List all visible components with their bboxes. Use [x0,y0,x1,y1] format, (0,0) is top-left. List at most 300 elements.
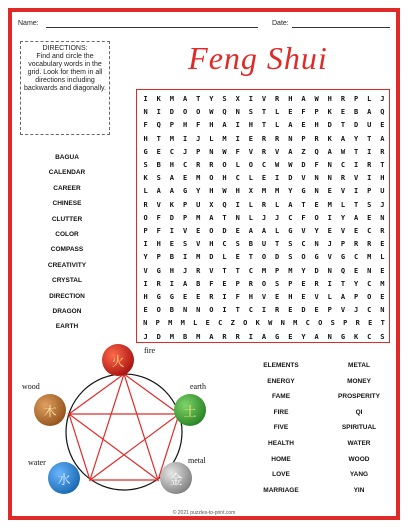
grid-letter[interactable]: N [288,134,293,143]
grid-letter[interactable]: E [222,279,227,288]
grid-letter[interactable]: E [380,240,385,249]
grid-letter[interactable]: R [380,147,385,156]
grid-letter[interactable]: E [327,187,332,196]
grid-letter[interactable]: A [209,332,214,341]
grid-letter[interactable]: L [327,293,332,301]
grid-letter[interactable]: I [235,121,240,130]
grid-letter[interactable]: M [169,332,174,341]
grid-letter[interactable]: G [314,253,319,262]
grid-letter[interactable]: U [380,187,385,196]
grid-letter[interactable]: W [275,161,280,169]
grid-letter[interactable]: T [222,266,227,275]
grid-letter[interactable]: J [143,332,148,341]
grid-letter[interactable]: V [261,95,267,103]
grid-letter[interactable]: C [367,227,372,235]
grid-letter[interactable]: K [353,332,359,341]
grid-letter[interactable]: O [143,213,148,222]
grid-letter[interactable]: C [235,174,240,183]
grid-letter[interactable]: E [288,332,293,341]
grid-letter[interactable]: N [314,187,319,196]
grid-letter[interactable]: F [301,213,306,222]
grid-letter[interactable]: G [288,227,293,235]
grid-letter[interactable]: R [275,134,280,143]
grid-letter[interactable]: H [222,174,227,183]
grid-letter[interactable]: A [182,279,188,288]
grid-letter[interactable]: T [235,266,240,275]
grid-letter[interactable]: R [380,227,385,235]
grid-letter[interactable]: O [318,319,323,328]
grid-letter[interactable]: N [182,306,188,315]
grid-letter[interactable]: T [380,161,385,169]
grid-letter[interactable]: F [301,108,306,117]
grid-letter[interactable]: F [156,213,161,222]
grid-letter[interactable]: S [235,240,240,249]
grid-letter[interactable]: A [156,187,161,196]
grid-letter[interactable]: N [280,319,285,328]
grid-letter[interactable]: E [288,108,293,117]
grid-letter[interactable]: Q [314,147,319,156]
grid-letter[interactable]: I [143,240,148,249]
grid-letter[interactable]: N [327,332,332,341]
grid-letter[interactable]: R [196,266,201,275]
grid-letter[interactable]: H [327,95,332,103]
grid-letter[interactable]: E [301,293,306,301]
grid-letter[interactable]: A [222,121,227,130]
grid-letter[interactable]: V [261,293,267,301]
grid-letter[interactable]: A [288,121,293,130]
grid-letter[interactable]: H [288,95,293,103]
grid-letter[interactable]: Q [222,200,227,209]
grid-letter[interactable]: A [367,108,372,117]
grid-letter[interactable]: P [343,319,348,328]
grid-letter[interactable]: G [143,147,148,156]
grid-letter[interactable]: G [340,253,346,262]
grid-letter[interactable]: P [143,227,148,235]
grid-letter[interactable]: D [301,306,306,315]
grid-letter[interactable]: O [248,161,253,169]
grid-letter[interactable]: U [261,240,267,249]
grid-letter[interactable]: N [143,319,148,328]
grid-letter[interactable]: A [340,293,346,301]
grid-letter[interactable]: P [196,147,201,156]
grid-letter[interactable]: E [340,108,346,117]
grid-letter[interactable]: V [156,200,161,209]
grid-letter[interactable]: I [235,134,240,143]
grid-letter[interactable]: A [209,213,214,222]
grid-letter[interactable]: R [196,161,201,169]
grid-letter[interactable]: O [261,253,267,262]
grid-letter[interactable]: D [327,121,332,130]
grid-letter[interactable]: Z [301,147,306,156]
date-field[interactable] [292,27,390,28]
grid-letter[interactable]: E [327,227,332,235]
grid-letter[interactable]: H [248,121,253,130]
grid-letter[interactable]: E [248,134,253,143]
grid-letter[interactable]: L [275,121,280,130]
grid-letter[interactable]: O [209,227,214,235]
grid-letter[interactable]: H [209,187,214,196]
grid-letter[interactable]: T [196,95,201,103]
grid-letter[interactable]: O [182,108,188,117]
grid-letter[interactable]: B [353,108,359,117]
grid-letter[interactable]: P [182,200,188,209]
grid-letter[interactable]: G [169,293,174,301]
grid-letter[interactable]: E [169,240,174,249]
grid-letter[interactable]: V [340,187,346,196]
grid-letter[interactable]: M [293,319,298,328]
grid-letter[interactable]: T [261,108,267,117]
grid-letter[interactable]: P [327,306,332,315]
grid-letter[interactable]: S [288,240,293,249]
grid-letter[interactable]: P [367,187,372,196]
grid-letter[interactable]: E [367,213,372,222]
grid-letter[interactable]: H [248,293,253,301]
grid-letter[interactable]: R [143,200,148,209]
grid-letter[interactable]: E [314,200,319,209]
grid-letter[interactable]: P [156,253,161,262]
grid-letter[interactable]: Q [222,108,227,117]
grid-letter[interactable]: A [301,95,306,103]
grid-letter[interactable]: C [261,161,267,169]
grid-letter[interactable]: E [301,279,306,288]
grid-letter[interactable]: I [169,227,174,235]
grid-letter[interactable]: Y [301,332,306,341]
grid-letter[interactable]: H [143,293,148,301]
grid-letter[interactable]: S [248,108,253,117]
grid-letter[interactable]: C [340,161,346,169]
grid-letter[interactable]: W [222,187,227,196]
grid-letter[interactable]: V [327,253,332,262]
grid-letter[interactable]: R [156,279,161,288]
grid-letter[interactable]: N [196,306,201,315]
grid-letter[interactable]: M [196,174,201,183]
grid-letter[interactable]: T [261,121,267,130]
grid-letter[interactable]: J [182,266,188,275]
grid-letter[interactable]: C [305,319,310,328]
grid-letter[interactable]: O [261,279,267,288]
grid-letter[interactable]: R [340,174,346,183]
grid-letter[interactable]: Y [353,279,359,288]
grid-letter[interactable]: D [209,253,214,262]
grid-letter[interactable]: A [314,332,319,341]
grid-letter[interactable]: C [218,319,223,328]
grid-letter[interactable]: R [261,147,267,156]
grid-letter[interactable]: P [353,293,359,301]
grid-letter[interactable]: E [156,147,161,156]
grid-letter[interactable]: E [301,121,306,130]
grid-letter[interactable]: P [235,279,240,288]
grid-letter[interactable]: H [169,161,174,169]
grid-letter[interactable]: H [380,174,385,183]
grid-letter[interactable]: R [261,134,267,143]
grid-letter[interactable]: S [156,174,161,183]
grid-letter[interactable]: E [288,306,293,315]
grid-letter[interactable]: O [209,174,214,183]
grid-letter[interactable]: N [367,266,372,275]
grid-letter[interactable]: N [380,306,385,315]
grid-letter[interactable]: N [327,161,332,169]
grid-letter[interactable]: E [143,306,148,315]
grid-letter[interactable]: M [327,200,332,209]
grid-letter[interactable]: M [169,134,174,143]
grid-letter[interactable]: O [222,161,227,169]
grid-letter[interactable]: R [222,332,227,341]
grid-letter[interactable]: Q [156,121,161,130]
name-field[interactable] [46,27,258,28]
grid-letter[interactable]: O [301,253,306,262]
grid-letter[interactable]: F [209,279,214,288]
grid-letter[interactable]: H [156,240,161,249]
grid-letter[interactable]: R [340,95,346,103]
grid-letter[interactable]: G [301,187,306,196]
grid-letter[interactable]: O [156,306,161,315]
grid-letter[interactable]: I [222,293,227,301]
grid-letter[interactable]: I [353,161,359,169]
grid-letter[interactable]: J [182,147,188,156]
grid-letter[interactable]: I [261,306,267,315]
grid-letter[interactable]: V [209,266,214,275]
grid-letter[interactable]: C [222,240,227,249]
grid-letter[interactable]: P [288,279,293,288]
grid-letter[interactable]: S [182,240,188,249]
grid-letter[interactable]: A [327,147,332,156]
grid-letter[interactable]: E [196,293,201,301]
grid-letter[interactable]: O [196,108,201,117]
grid-letter[interactable]: E [380,266,385,275]
grid-letter[interactable]: T [222,213,227,222]
grid-letter[interactable]: L [143,187,148,196]
grid-letter[interactable]: V [340,227,346,235]
grid-letter[interactable]: C [248,306,253,315]
grid-letter[interactable]: N [314,174,319,183]
grid-letter[interactable]: Y [143,253,148,262]
grid-letter[interactable]: E [205,319,210,328]
grid-letter[interactable]: H [209,240,214,249]
grid-letter[interactable]: E [235,253,240,262]
grid-letter[interactable]: T [367,134,372,143]
grid-letter[interactable]: H [235,187,240,196]
grid-letter[interactable]: K [255,319,260,328]
grid-letter[interactable]: F [143,121,148,130]
grid-letter[interactable]: P [353,95,359,103]
grid-letter[interactable]: E [368,319,373,328]
grid-letter[interactable]: S [380,332,385,341]
grid-letter[interactable]: R [353,240,359,249]
grid-letter[interactable]: L [340,200,346,209]
grid-letter[interactable]: B [169,253,174,262]
grid-letter[interactable]: F [314,161,319,169]
grid-letter[interactable]: Y [353,134,359,143]
grid-letter[interactable]: L [222,253,227,262]
grid-letter[interactable]: D [169,213,174,222]
grid-letter[interactable]: G [275,332,280,341]
grid-letter[interactable]: R [209,161,214,169]
grid-letter[interactable]: I [143,95,148,103]
grid-letter[interactable]: E [353,266,359,275]
grid-letter[interactable]: L [275,227,280,235]
grid-letter[interactable]: R [209,293,214,301]
grid-letter[interactable]: N [209,147,214,156]
grid-letter[interactable]: V [353,174,359,183]
grid-letter[interactable]: N [327,266,332,275]
grid-letter[interactable]: D [275,253,280,262]
grid-letter[interactable]: Z [230,319,235,328]
grid-letter[interactable]: A [288,200,293,209]
grid-letter[interactable]: C [169,147,174,156]
grid-letter[interactable]: E [353,227,359,235]
grid-letter[interactable]: F [156,227,161,235]
grid-letter[interactable]: E [380,293,385,301]
grid-letter[interactable]: J [353,306,359,315]
grid-letter[interactable]: D [314,266,319,275]
grid-letter[interactable]: W [222,147,227,156]
grid-letter[interactable]: A [169,187,174,196]
grid-letter[interactable]: N [143,108,148,117]
grid-letter[interactable]: S [222,95,227,103]
grid-letter[interactable]: V [196,240,201,249]
grid-letter[interactable]: E [275,293,280,301]
grid-letter[interactable]: R [314,134,319,143]
grid-letter[interactable]: I [248,95,253,103]
grid-letter[interactable]: T [248,253,253,262]
grid-letter[interactable]: G [340,332,346,341]
grid-letter[interactable]: P [275,266,280,275]
grid-letter[interactable]: Y [314,227,319,235]
grid-letter[interactable]: G [182,187,188,196]
grid-letter[interactable]: B [196,279,201,288]
grid-letter[interactable]: R [275,95,280,103]
grid-letter[interactable]: D [156,332,161,341]
grid-letter[interactable]: V [314,293,319,301]
grid-letter[interactable]: B [248,240,253,249]
grid-letter[interactable]: E [314,306,319,315]
grid-letter[interactable]: H [288,293,293,301]
grid-letter[interactable]: O [243,319,248,328]
grid-letter[interactable]: L [367,95,372,103]
grid-letter[interactable]: A [340,134,346,143]
grid-letter[interactable]: E [196,227,201,235]
grid-letter[interactable]: L [380,253,385,262]
grid-letter[interactable]: P [169,121,174,130]
grid-letter[interactable]: A [261,332,267,341]
grid-letter[interactable]: B [182,332,188,341]
grid-letter[interactable]: T [235,306,240,315]
grid-letter[interactable]: K [156,95,161,103]
grid-letter[interactable]: I [327,213,332,222]
grid-letter[interactable]: C [182,161,188,169]
grid-letter[interactable]: W [268,319,273,328]
grid-letter[interactable]: V [301,227,306,235]
grid-letter[interactable]: H [169,266,174,275]
grid-letter[interactable]: F [235,293,240,301]
grid-letter[interactable]: I [169,279,174,288]
grid-letter[interactable]: I [143,279,148,288]
grid-letter[interactable]: K [143,174,148,183]
grid-letter[interactable]: V [301,174,306,183]
grid-letter[interactable]: C [248,266,253,275]
grid-letter[interactable]: J [380,95,385,103]
grid-letter[interactable]: P [314,108,319,117]
grid-letter[interactable]: C [367,279,372,288]
grid-letter[interactable]: W [209,108,214,117]
grid-letter[interactable]: F [196,121,201,130]
grid-letter[interactable]: V [182,227,188,235]
grid-letter[interactable]: P [301,134,306,143]
grid-letter[interactable]: I [182,253,188,262]
grid-letter[interactable]: I [275,174,280,183]
grid-letter[interactable]: Y [196,187,201,196]
grid-letter[interactable]: O [367,293,372,301]
grid-letter[interactable]: C [301,240,306,249]
grid-letter[interactable]: T [275,240,280,249]
grid-letter[interactable]: E [261,174,267,183]
grid-letter[interactable]: K [327,108,332,117]
grid-letter[interactable]: N [327,174,332,183]
grid-letter[interactable]: Y [209,95,214,103]
grid-letter[interactable]: L [248,200,253,209]
grid-letter[interactable]: I [156,108,161,117]
grid-letter[interactable]: M [180,319,185,328]
grid-letter[interactable]: U [367,121,372,130]
grid-letter[interactable]: P [182,213,188,222]
grid-letter[interactable]: D [169,108,174,117]
grid-letter[interactable]: M [275,187,280,196]
grid-letter[interactable]: M [380,279,385,288]
grid-letter[interactable]: J [380,200,385,209]
grid-letter[interactable]: C [353,253,359,262]
grid-letter[interactable]: S [275,279,280,288]
grid-letter[interactable]: L [209,134,214,143]
grid-letter[interactable]: K [169,200,174,209]
grid-letter[interactable]: H [209,121,214,130]
grid-letter[interactable]: I [353,187,359,196]
grid-letter[interactable]: V [340,306,346,315]
grid-letter[interactable]: L [193,319,198,328]
grid-letter[interactable]: S [288,253,293,262]
grid-letter[interactable]: Q [380,108,385,117]
grid-letter[interactable]: M [196,332,201,341]
grid-letter[interactable]: M [169,95,174,103]
grid-letter[interactable]: M [196,213,201,222]
grid-letter[interactable]: R [275,306,280,315]
grid-letter[interactable]: T [353,147,359,156]
grid-letter[interactable]: C [367,306,372,315]
grid-letter[interactable]: A [288,147,293,156]
grid-letter[interactable]: T [301,200,306,209]
grid-letter[interactable]: R [355,319,360,328]
grid-letter[interactable]: I [327,279,332,288]
grid-letter[interactable]: H [143,134,148,143]
grid-letter[interactable]: L [248,174,253,183]
grid-letter[interactable]: Q [340,266,346,275]
grid-letter[interactable]: O [209,306,214,315]
grid-letter[interactable]: X [209,200,214,209]
grid-letter[interactable]: R [367,240,372,249]
grid-letter[interactable]: B [169,306,174,315]
grid-letter[interactable]: T [353,200,359,209]
grid-letter[interactable]: J [275,213,280,222]
grid-letter[interactable]: I [248,332,253,341]
grid-letter[interactable]: L [248,213,253,222]
grid-letter[interactable]: I [367,174,372,183]
grid-letter[interactable]: I [235,200,240,209]
grid-letter[interactable]: M [367,253,372,262]
grid-letter[interactable]: E [235,227,240,235]
grid-letter[interactable]: E [182,174,188,183]
grid-letter[interactable]: R [367,161,372,169]
grid-letter[interactable]: Y [340,213,346,222]
grid-letter[interactable]: R [261,200,267,209]
